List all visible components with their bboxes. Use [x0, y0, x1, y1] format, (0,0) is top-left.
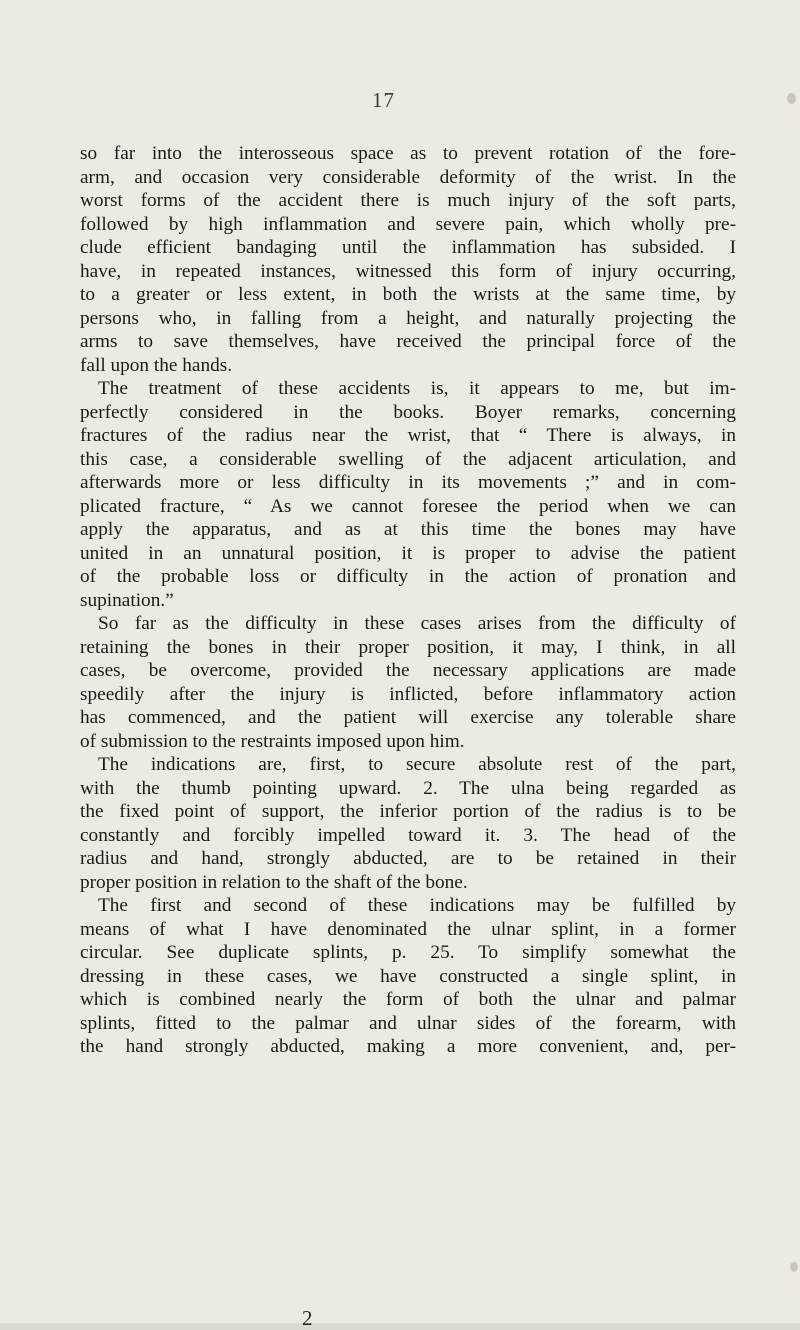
- text-line: arms to save themselves, have received the principal force of the: [80, 331, 736, 352]
- text-line: The treatment of these accidents is, it appears to me, but im-: [98, 378, 736, 399]
- text-line: this case, a considerable swelling of the adjacent articulation, and: [80, 448, 736, 470]
- text-line: proper position in relation to the shaft of the bone.: [80, 871, 468, 893]
- paper-blemish: [790, 1262, 798, 1272]
- signature-mark: 2: [302, 1306, 313, 1330]
- text-line: fall upon the hands.: [80, 354, 233, 376]
- text-line: afterwards more or less difficulty in its movements ;” and in com-: [80, 472, 736, 493]
- text-line: plicated fracture, “ As we cannot foresee the period when we can: [80, 495, 736, 517]
- text-line: apply the apparatus, and as at this time the bones may have: [80, 519, 736, 540]
- text-line: followed by high inflammation and severe pain, which wholly pre-: [80, 213, 736, 235]
- text-line: speedily after the injury is inflicted, before inflammatory action: [80, 683, 736, 705]
- text-line: so far into the interosseous space as to prevent rotation of the fore-: [80, 143, 736, 164]
- text-line: of submission to the restraints imposed upon him.: [80, 730, 465, 752]
- text-line: arm, and occasion very considerable deformity of the wrist. In the: [80, 166, 736, 188]
- text-line: splints, fitted to the palmar and ulnar sides of the forearm, with: [80, 1012, 736, 1034]
- text-line: fractures of the radius near the wrist, that “ There is always, in: [80, 425, 736, 446]
- text-line: to a greater or less extent, in both the wrists at the same time, by: [80, 284, 736, 305]
- text-line: dressing in these cases, we have constructed a single splint, in: [80, 965, 736, 987]
- text-line: retaining the bones in their proper position, it may, I think, in all: [80, 636, 736, 658]
- page-number: 17: [372, 88, 395, 112]
- text-line: clude efficient bandaging until the inflammation has subsided. I: [80, 237, 736, 258]
- text-line: united in an unnatural position, it is proper to advise the patient: [80, 542, 736, 564]
- body-text: [80, 142, 736, 1059]
- text-line: means of what I have denominated the ulnar splint, in a former: [80, 918, 736, 940]
- text-line: circular. See duplicate splints, p. 25. To simplify somewhat the: [80, 942, 736, 963]
- text-line: has commenced, and the patient will exercise any tolerable share: [80, 707, 736, 728]
- text-line: cases, be overcome, provided the necessary applications are made: [80, 660, 736, 681]
- text-line: perfectly considered in the books. Boyer remarks, concerning: [80, 401, 736, 423]
- text-line: which is combined nearly the form of both the ulnar and palmar: [80, 989, 736, 1010]
- text-line: The first and second of these indications may be fulfilled by: [98, 895, 736, 916]
- text-line: worst forms of the accident there is much injury of the soft parts,: [80, 190, 736, 211]
- text-line: The indications are, first, to secure absolute rest of the part,: [98, 754, 736, 775]
- text-line: with the thumb pointing upward. 2. The ulna being regarded as: [80, 777, 736, 799]
- text-line: the hand strongly abducted, making a more convenient, and, per-: [80, 1036, 736, 1057]
- text-line: supination.”: [80, 589, 174, 611]
- paper-blemish: [787, 93, 796, 104]
- text-line: the fixed point of support, the inferior portion of the radius is to be: [80, 801, 736, 822]
- text-line: of the probable loss or difficulty in the action of pronation and: [80, 566, 736, 587]
- text-line: radius and hand, strongly abducted, are to be retained in their: [80, 848, 736, 869]
- text-line: constantly and forcibly impelled toward it. 3. The head of the: [80, 824, 736, 846]
- text-line: have, in repeated instances, witnessed this form of injury occurring,: [80, 260, 736, 282]
- text-line: persons who, in falling from a height, and naturally projecting the: [80, 307, 736, 329]
- text-line: So far as the difficulty in these cases arises from the difficulty of: [98, 613, 736, 634]
